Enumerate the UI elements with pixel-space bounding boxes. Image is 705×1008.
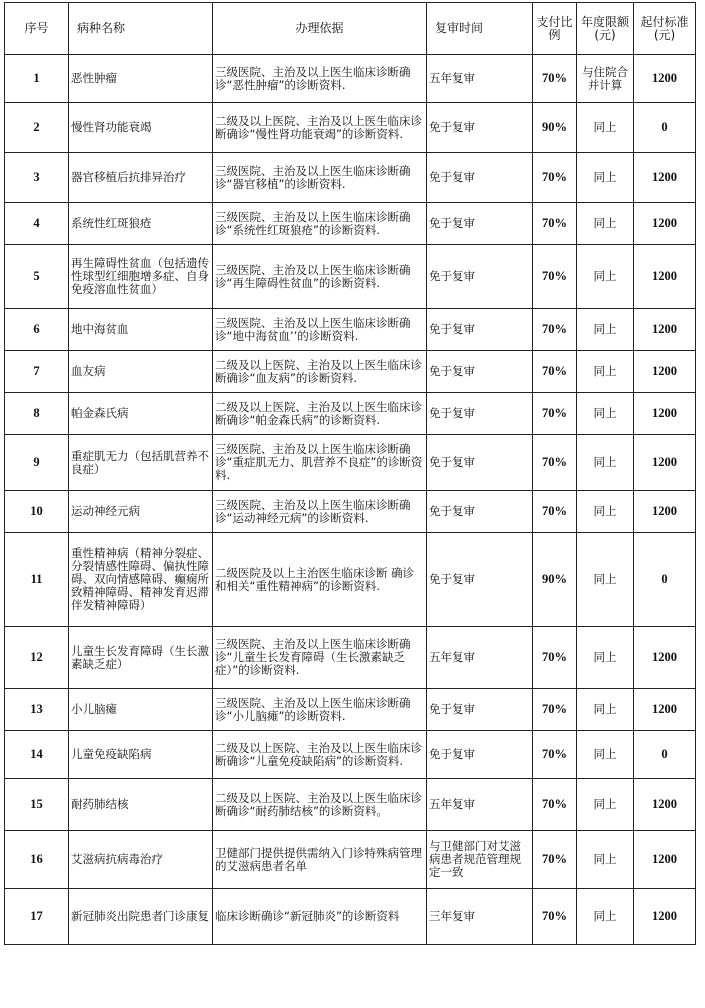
row-disease: 地中海贫血 [69,309,213,351]
header-row [5,3,696,55]
row-deductible: 0 [634,533,696,627]
row-seq: 10 [5,491,69,533]
row-disease: 恶性肿瘤 [69,55,213,103]
row-basis: 二级及以上医院、主治及以上医生临床诊断确诊“儿童免疫缺陷病”的诊断资料. [213,731,427,779]
row-review: 免于复审 [427,435,533,491]
row-disease: 儿童生长发育障碍（生长激素缺乏症） [69,627,213,689]
row-review: 免于复审 [427,731,533,779]
row-seq: 2 [5,103,69,153]
row-basis: 临床诊断确诊“新冠肺炎”的诊断资料 [213,889,427,945]
table-row [5,153,696,203]
row-deductible: 0 [634,731,696,779]
header-basis: 办理依据 [213,3,427,55]
row-pay-ratio: 70% [533,689,577,731]
header-pay-ratio: 支付比例 [533,3,577,55]
row-seq: 7 [5,351,69,393]
row-basis: 卫健部门提供提供需纳入门诊特殊病管理的艾滋病患者名单 [213,831,427,889]
row-disease: 器官移植后抗排异治疗 [69,153,213,203]
row-pay-ratio: 70% [533,731,577,779]
row-review: 五年复审 [427,55,533,103]
row-pay-ratio: 70% [533,245,577,309]
row-review: 免于复审 [427,103,533,153]
row-pay-ratio: 70% [533,309,577,351]
header-disease: 病种名称 [69,3,213,55]
row-annual-limit: 同上 [577,627,634,689]
table-row [5,393,696,435]
header-review: 复审时间 [427,3,533,55]
table-row [5,627,696,689]
row-basis: 三级医院、主治及以上医生临床诊断确诊“运动神经元病”的诊断资料. [213,491,427,533]
row-pay-ratio: 70% [533,831,577,889]
header-deductible: 起付标准(元) [634,3,696,55]
row-review: 与卫健部门对艾滋病患者规范管理规定一致 [427,831,533,889]
row-seq: 16 [5,831,69,889]
row-review: 免于复审 [427,351,533,393]
row-pay-ratio: 90% [533,103,577,153]
row-deductible: 1200 [634,491,696,533]
row-annual-limit: 同上 [577,491,634,533]
row-deductible: 1200 [634,203,696,245]
row-basis: 三级医院、主治及以上医生临床诊断确诊“系统性红斑狼疮”的诊断资料. [213,203,427,245]
row-disease: 慢性肾功能衰竭 [69,103,213,153]
row-annual-limit: 同上 [577,103,634,153]
row-annual-limit: 同上 [577,309,634,351]
row-pay-ratio: 70% [533,203,577,245]
table-row [5,533,696,627]
row-pay-ratio: 70% [533,153,577,203]
row-deductible: 1200 [634,153,696,203]
row-deductible: 1200 [634,889,696,945]
row-review: 免于复审 [427,203,533,245]
row-review: 免于复审 [427,153,533,203]
row-disease: 重性精神病（精神分裂症、分裂情感性障碍、偏执性障碍、双向情感障碍、癫痫所致精神障碍、精神发育迟滞伴发精神障碍） [69,533,213,627]
table-row [5,731,696,779]
row-disease: 耐药肺结核 [69,779,213,831]
row-seq: 1 [5,55,69,103]
row-pay-ratio: 70% [533,889,577,945]
row-pay-ratio: 70% [533,435,577,491]
row-disease: 血友病 [69,351,213,393]
row-seq: 12 [5,627,69,689]
row-deductible: 1200 [634,245,696,309]
row-review: 免于复审 [427,533,533,627]
table-row [5,309,696,351]
row-deductible: 1200 [634,831,696,889]
row-seq: 5 [5,245,69,309]
table-row [5,831,696,889]
table-row [5,491,696,533]
row-annual-limit: 同上 [577,831,634,889]
row-pay-ratio: 70% [533,491,577,533]
row-disease: 系统性红斑狼疮 [69,203,213,245]
row-review: 免于复审 [427,491,533,533]
table-row [5,351,696,393]
row-seq: 8 [5,393,69,435]
table-row [5,103,696,153]
row-deductible: 1200 [634,55,696,103]
row-deductible: 0 [634,103,696,153]
row-seq: 6 [5,309,69,351]
row-deductible: 1200 [634,351,696,393]
row-review: 五年复审 [427,627,533,689]
row-annual-limit: 同上 [577,351,634,393]
table-row [5,55,696,103]
row-basis: 三级医院、主治及以上医生临床诊断确诊“再生障碍性贫血”的诊断资料. [213,245,427,309]
row-review: 免于复审 [427,245,533,309]
row-seq: 9 [5,435,69,491]
row-seq: 13 [5,689,69,731]
row-disease: 再生障碍性贫血（包括遗传性球型红细胞增多症、自身免疫溶血性贫血） [69,245,213,309]
row-pay-ratio: 90% [533,533,577,627]
row-review: 免于复审 [427,309,533,351]
row-basis: 三级医院、主治及以上医生临床诊断确诊“重症肌无力、肌营养不良症”的诊断资料. [213,435,427,491]
row-disease: 重症肌无力（包括肌营养不良症） [69,435,213,491]
row-seq: 4 [5,203,69,245]
header-annual-limit: 年度限额(元) [577,3,634,55]
row-disease: 小儿脑瘫 [69,689,213,731]
row-review: 免于复审 [427,393,533,435]
row-deductible: 1200 [634,393,696,435]
row-annual-limit: 同上 [577,393,634,435]
row-annual-limit: 同上 [577,779,634,831]
row-pay-ratio: 70% [533,351,577,393]
row-annual-limit: 与住院合并计算 [577,55,634,103]
row-basis: 二级及以上医院、主治及以上医生临床诊断确诊“慢性肾功能衰竭”的诊断资料. [213,103,427,153]
row-review: 五年复审 [427,779,533,831]
row-basis: 二级及以上医院、主治及以上医生临床诊断确诊“血友病”的诊断资料. [213,351,427,393]
row-annual-limit: 同上 [577,245,634,309]
table-row [5,435,696,491]
row-disease: 儿童免疫缺陷病 [69,731,213,779]
row-disease: 新冠肺炎出院患者门诊康复 [69,889,213,945]
row-annual-limit: 同上 [577,435,634,491]
row-annual-limit: 同上 [577,533,634,627]
row-review: 三年复审 [427,889,533,945]
row-annual-limit: 同上 [577,689,634,731]
row-basis: 二级及以上医院、主治及以上医生临床诊断确诊“耐药肺结核”的诊断资料。 [213,779,427,831]
row-deductible: 1200 [634,309,696,351]
disease-table [4,2,696,945]
table-row [5,203,696,245]
row-pay-ratio: 70% [533,779,577,831]
row-basis: 二级医院及以上主治医生临床诊断 确诊和相关“重性精神病”的诊断资料. [213,533,427,627]
row-basis: 三级医院、主治及以上医生临床诊断确诊“恶性肿瘤”的诊断资料. [213,55,427,103]
row-deductible: 1200 [634,435,696,491]
row-pay-ratio: 70% [533,627,577,689]
row-basis: 二级及以上医院、主治及以上医生临床诊断确诊“帕金森氏病”的诊断资料. [213,393,427,435]
row-basis: 三级医院、主治及以上医生临床诊断确诊“儿童生长发育障碍（生长激素缺乏症）”的诊断资料. [213,627,427,689]
row-deductible: 1200 [634,689,696,731]
table-row [5,889,696,945]
row-pay-ratio: 70% [533,393,577,435]
row-basis: 三级医院、主治及以上医生临床诊断确诊“器官移植”的诊断资料. [213,153,427,203]
row-seq: 11 [5,533,69,627]
row-basis: 三级医院、主治及以上医生临床诊断确诊“小儿脑瘫”的诊断资料. [213,689,427,731]
row-deductible: 1200 [634,627,696,689]
row-deductible: 1200 [634,779,696,831]
row-annual-limit: 同上 [577,203,634,245]
row-seq: 17 [5,889,69,945]
row-annual-limit: 同上 [577,731,634,779]
row-annual-limit: 同上 [577,153,634,203]
row-seq: 3 [5,153,69,203]
row-seq: 14 [5,731,69,779]
table-row [5,245,696,309]
row-seq: 15 [5,779,69,831]
row-disease: 帕金森氏病 [69,393,213,435]
table-row [5,689,696,731]
header-seq: 序号 [5,3,69,55]
row-pay-ratio: 70% [533,55,577,103]
row-annual-limit: 同上 [577,889,634,945]
row-basis: 三级医院、主治及以上医生临床诊断确诊“地中海贫血’’的诊断资料. [213,309,427,351]
table-row [5,779,696,831]
row-disease: 艾滋病抗病毒治疗 [69,831,213,889]
row-disease: 运动神经元病 [69,491,213,533]
row-review: 免于复审 [427,689,533,731]
